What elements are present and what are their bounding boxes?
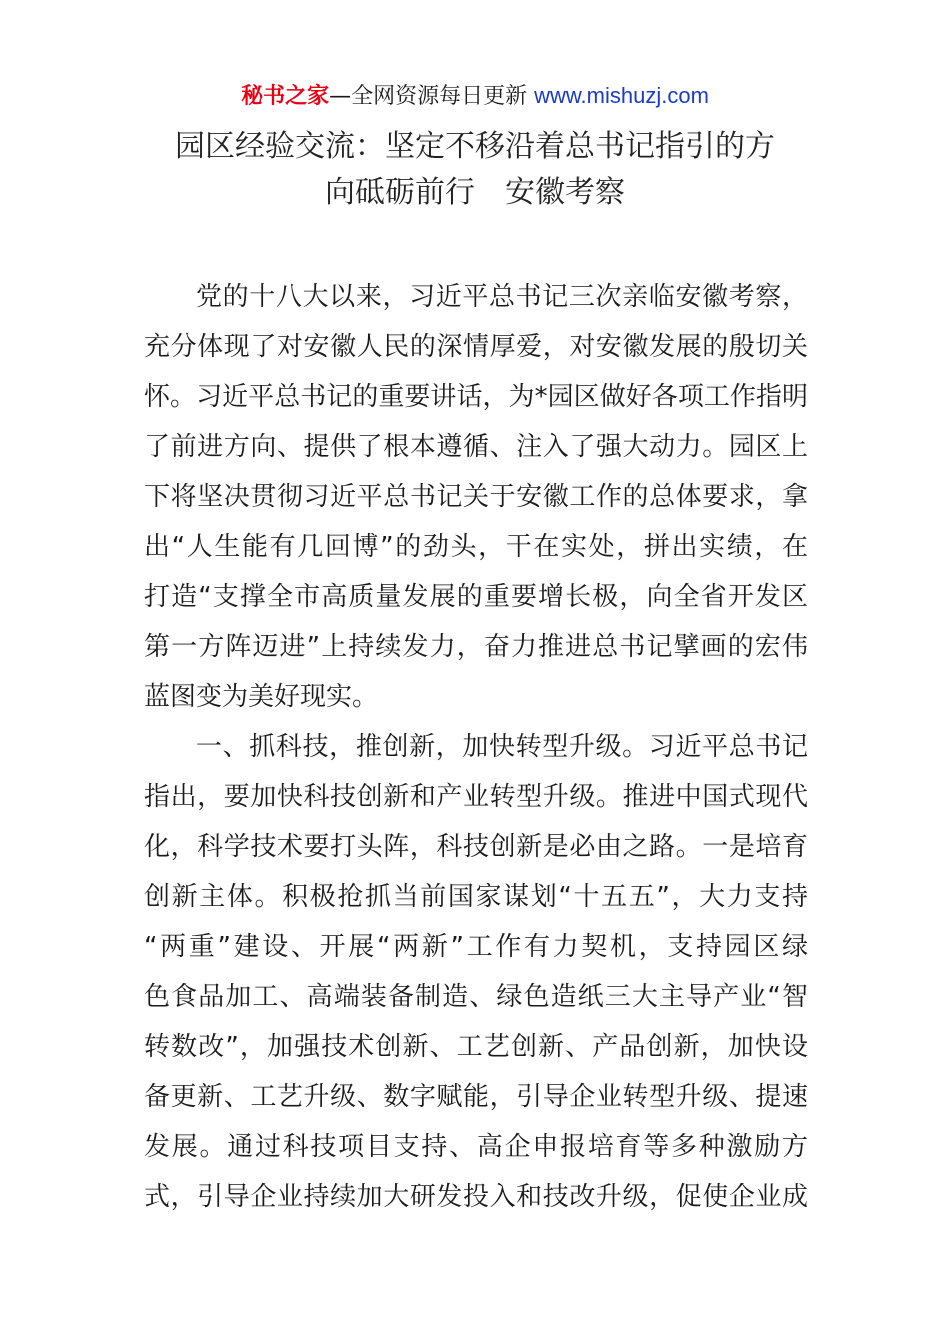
text-line: 指出，要加快科技创新和产业转型升级。推进中国式现代: [144, 782, 808, 812]
text-line: 出“人生能有几回博”的劲头，干在实处，拼出实绩，在: [144, 532, 808, 562]
text-line: 打造“支撑全市高质量发展的重要增长极，向全省开发区: [144, 582, 808, 612]
text-line: 式，引导企业持续加大研发投入和技改升级，促使企业成: [144, 1182, 808, 1212]
paragraph-section-one: [144, 722, 808, 1222]
text-line: 怀。习近平总书记的重要讲话，为*园区做好各项工作指明: [144, 382, 808, 412]
title-line-2: 向砥砺前行 安徽考察: [325, 175, 625, 210]
text-line: 下将坚决贯彻习近平总书记关于安徽工作的总体要求，拿: [144, 482, 808, 512]
site-banner: [0, 80, 950, 113]
brand-name: 秘书之家: [241, 84, 330, 109]
text-line: “两重”建设、开展“两新”工作有力契机，支持园区绿: [144, 932, 808, 962]
text-line: 第一方阵迈进”上持续发力，奋力推进总书记擘画的宏伟: [144, 632, 808, 662]
text-line: 化，科学技术要打头阵，科技创新是必由之路。一是培育: [144, 832, 808, 862]
text-line: 蓝图变为美好现实。: [144, 682, 379, 712]
text-line: 了前进方向、提供了根本遵循、注入了强大动力。园区上: [144, 432, 808, 462]
document-title: [100, 124, 850, 216]
text-line: 一、抓科技，推创新，加快转型升级。习近平总书记: [196, 732, 808, 762]
paragraph-intro: [144, 272, 808, 722]
text-line: 发展。通过科技项目支持、高企申报培育等多种激励方: [144, 1132, 808, 1162]
document-body: [144, 272, 808, 1222]
text-line: 色食品加工、高端装备制造、绿色造纸三大主导产业“智: [144, 982, 808, 1012]
text-line: 党的十八大以来，习近平总书记三次亲临安徽考察，: [196, 282, 808, 312]
banner-tagline: —全网资源每日更新: [329, 84, 535, 109]
text-line: 充分体现了对安徽人民的深情厚爱，对安徽发展的殷切关: [144, 332, 808, 362]
website-link[interactable]: www.mishuzj.com: [534, 83, 709, 108]
text-line: 创新主体。积极抢抓当前国家谋划“十五五”，大力支持: [144, 882, 808, 912]
text-line: 转数改”，加强技术创新、工艺创新、产品创新，加快设: [144, 1032, 808, 1062]
text-line: 备更新、工艺升级、数字赋能，引导企业转型升级、提速: [144, 1082, 808, 1112]
title-line-1: 园区经验交流：坚定不移沿着总书记指引的方: [175, 129, 775, 164]
